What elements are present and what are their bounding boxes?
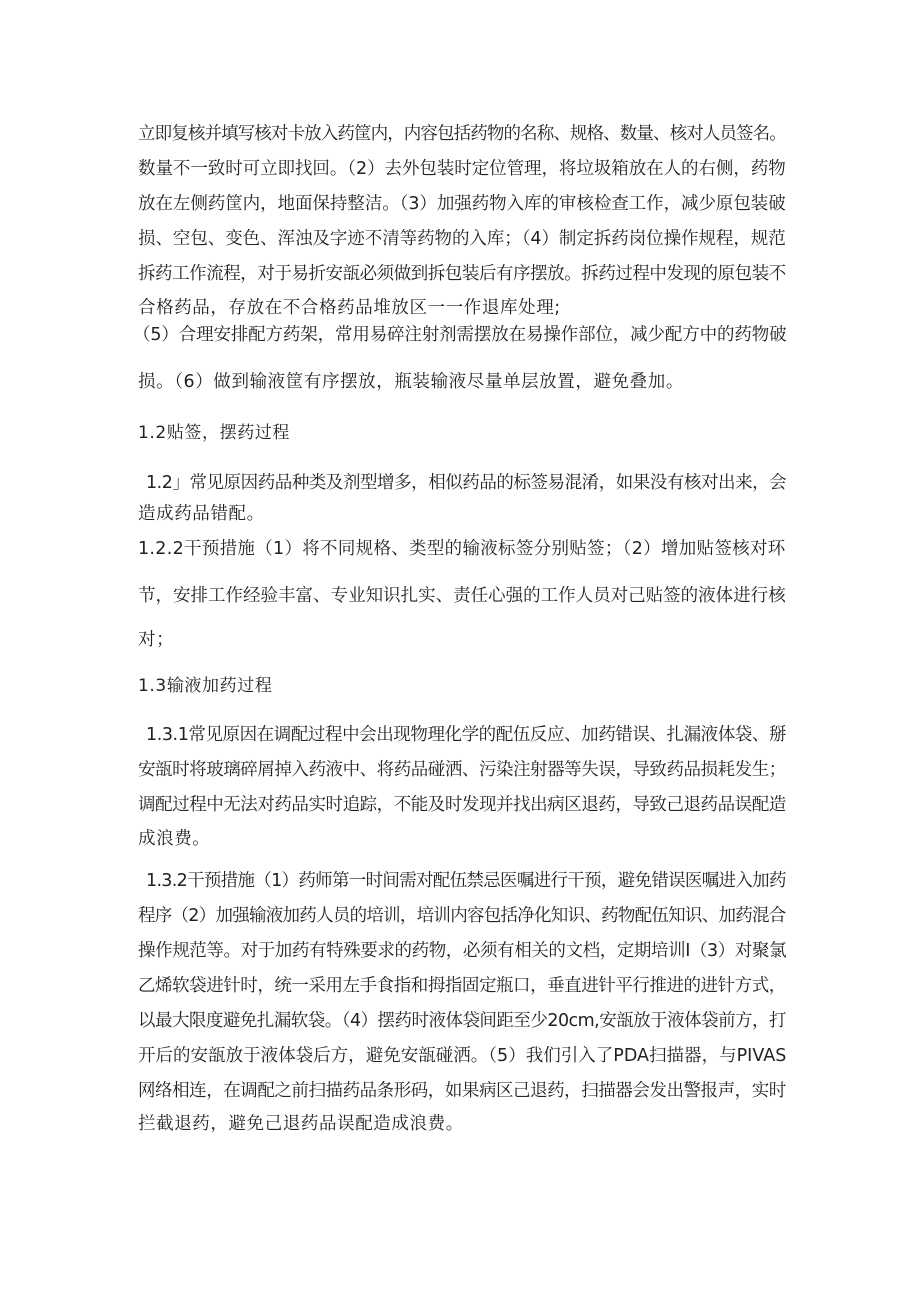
text-line: （5）合理安排配方药架，常用易碎注射剂需摆放在易操作部位，减少配方中的药物破	[133, 325, 787, 345]
text-line: 损。（6）做到输液筐有序摆放，瓶装输液尽量单层放置，避免叠加。	[138, 372, 684, 392]
text-line: 1.2」常见原因药品种类及剂型增多，相似药品的标签易混淆，如果没有核对出来，会	[146, 473, 787, 493]
text-line: 操作规范等。对于加药有特殊要求的药物，必须有相关的文档，定期培训I（3）对聚氯	[138, 941, 787, 961]
text-line: 网络相连，在调配之前扫描药品条形码，如果病区己退药，扫描器会发出警报声，实时	[138, 1081, 786, 1101]
section-heading: 1.2贴签，摆药过程	[138, 423, 291, 443]
section-heading: 1.3输液加药过程	[138, 676, 273, 696]
text-line: 1.3.2干预措施（1）药师第一时间需对配伍禁忌医嘱进行干预，避免错误医嘱进入加药	[146, 871, 786, 891]
text-line: 以最大限度避免扎漏软袋。（4）摆药时液体袋间距至少20cm,安瓿放于液体袋前方，打	[138, 1011, 786, 1031]
text-line: 数量不一致时可立即找回。（2）去外包装时定位管理，将垃圾箱放在人的右侧，药物	[138, 159, 786, 179]
text-line: 安瓿时将玻璃碎屑掉入药液中、将药品碰洒、污染注射器等失误，导致药品损耗发生；	[138, 760, 786, 780]
text-line: 拦截退药，避免己退药品误配造成浪费。	[138, 1114, 464, 1134]
text-line: 调配过程中无法对药品实时追踪，不能及时发现并找出病区退药，导致己退药品误配造	[138, 795, 786, 815]
text-line: 节，安排工作经验丰富、专业知识扎实、责任心强的工作人员对己贴签的液体进行核	[138, 586, 786, 606]
text-line: 立即复核并填写核对卡放入药筐内，内容包括药物的名称、规格、数量、核对人员签名。	[138, 124, 786, 144]
text-line: 程序（2）加强输液加药人员的培训，培训内容包括净化知识、药物配伍知识、加药混合	[138, 906, 786, 926]
text-line: 1.2.2干预措施（1）将不同规格、类型的输液标签分别贴签；（2）增加贴签核对环	[138, 539, 786, 559]
text-line: 1.3.1常见原因在调配过程中会出现物理化学的配伍反应、加药错误、扎漏液体袋、掰	[146, 725, 787, 745]
text-line: 放在左侧药筐内，地面保持整洁。（3）加强药物入库的审核检查工作，减少原包装破	[138, 194, 786, 214]
text-line: 合格药品，存放在不合格药品堆放区一一作退库处理;	[138, 298, 561, 318]
text-line: 拆药工作流程，对于易折安瓿必须做到拆包装后有序摆放。拆药过程中发现的原包装不	[138, 264, 786, 284]
text-line: 开后的安瓿放于液体袋后方，避免安瓿碰洒。（5）我们引入了PDA扫描器，与PIVAS	[138, 1046, 787, 1066]
text-line: 损、空包、变色、浑浊及字迹不清等药物的入库；（4）制定拆药岗位操作规程，规范	[138, 229, 786, 249]
text-line: 对；	[138, 630, 175, 650]
text-line: 造成药品错配。	[138, 504, 265, 524]
text-line: 成浪费。	[138, 829, 211, 849]
text-line: 乙烯软袋进针时，统一采用左手食指和拇指固定瓶口，垂直进针平行推进的进针方式，	[138, 976, 786, 996]
